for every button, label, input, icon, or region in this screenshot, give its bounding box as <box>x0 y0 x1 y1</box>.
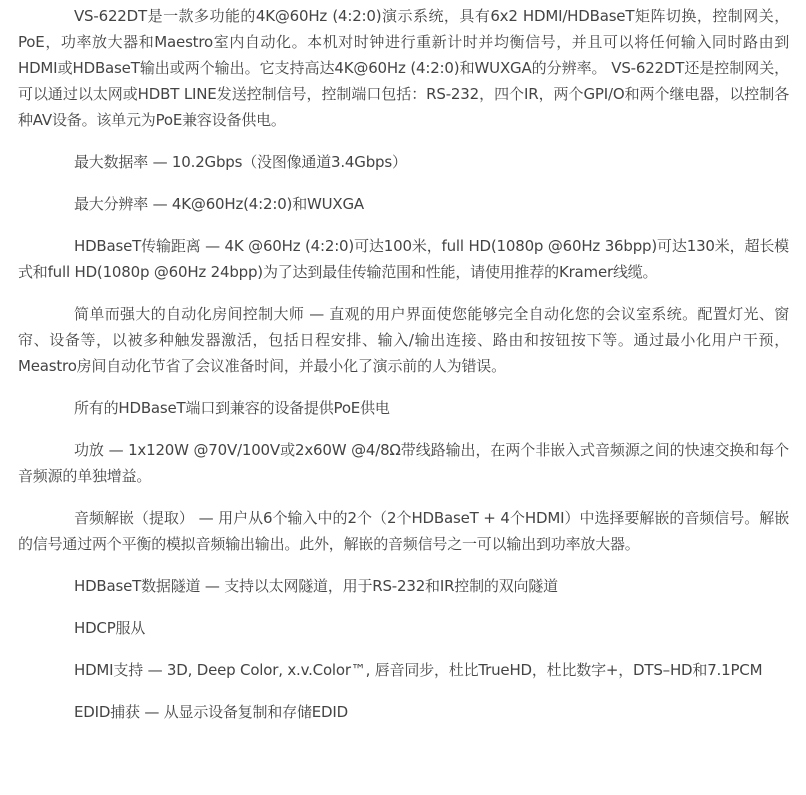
max-data-rate: 最大数据率 — 10.2Gbps（没图像通道3.4Gbps） <box>74 153 407 171</box>
hdbaset-data-tunnel: HDBaseT数据隧道 — 支持以太网隧道，用于RS-232和IR控制的双向隧道 <box>74 577 558 595</box>
hdmi-support: HDMI支持 — 3D, Deep Color, x.v.Color™, 唇音同步，杜比TrueHD，杜比数字+，DTS–HD和7.1PCM <box>74 661 763 679</box>
maestro-automation: 简单而强大的自动化房间控制大师 — 直观的用户界面使您能够完全自动化您的会议室系统。配置灯光、窗帘、设备等，以被多种触发器激活，包括日程安排、输入/输出连接、路由和按钮按下等。通过最小化用户干预，Meastro房间自动化节省了会议准备时间，并最小化了演示前的人为错误。 <box>18 305 789 375</box>
hdcp-compliance: HDCP服从 <box>74 619 146 637</box>
poe-power: 所有的HDBaseT端口到兼容的设备提供PoE供电 <box>74 399 390 417</box>
max-resolution: 最大分辨率 — 4K@60Hz(4:2:0)和WUXGA <box>74 195 364 213</box>
hdbaset-distance: HDBaseT传输距离 — 4K @60Hz (4:2:0)可达100米，full HD(1080p @60Hz 36bpp)可达130米，超长模式和full HD(1080p @60Hz 24bpp)为了达到最佳传输范围和性能，请使用推荐的Kramer线缆。 <box>18 237 789 281</box>
audio-deembedding: 音频解嵌（提取） — 用户从6个输入中的2个（2个HDBaseT + 4个HDMI）中选择要解嵌的音频信号。解嵌的信号通过两个平衡的模拟音频输出输出。此外，解嵌的音频信号之一可以输出到功率放大器。 <box>18 509 789 553</box>
intro-paragraph: VS-622DT是一款多功能的4K@60Hz (4:2:0)演示系统，具有6x2 HDMI/HDBaseT矩阵切换，控制网关，PoE，功率放大器和Maestro室内自动化。本机对时钟进行重新计时并均衡信号，并且可以将任何输入同时路由到HDMI或HDBaseT输出或两个输出。它支持高达4K@60Hz (4:2:0)和WUXGA的分辨率。 VS-622DT还是控制网关，可以通过以太网或HDBT LINE发送控制信号，控制端口包括：RS-232，四个IR，两个GPI/O和两个继电器，以控制各种AV设备。该单元为PoE兼容设备供电。 <box>18 7 789 129</box>
edid-capture: EDID捕获 — 从显示设备复制和存储EDID <box>74 703 348 721</box>
power-amplifier: 功放 — 1x120W @70V/100V或2x60W @4/8Ω带线路输出，在两个非嵌入式音频源之间的快速交换和每个音频源的单独增益。 <box>18 441 789 485</box>
